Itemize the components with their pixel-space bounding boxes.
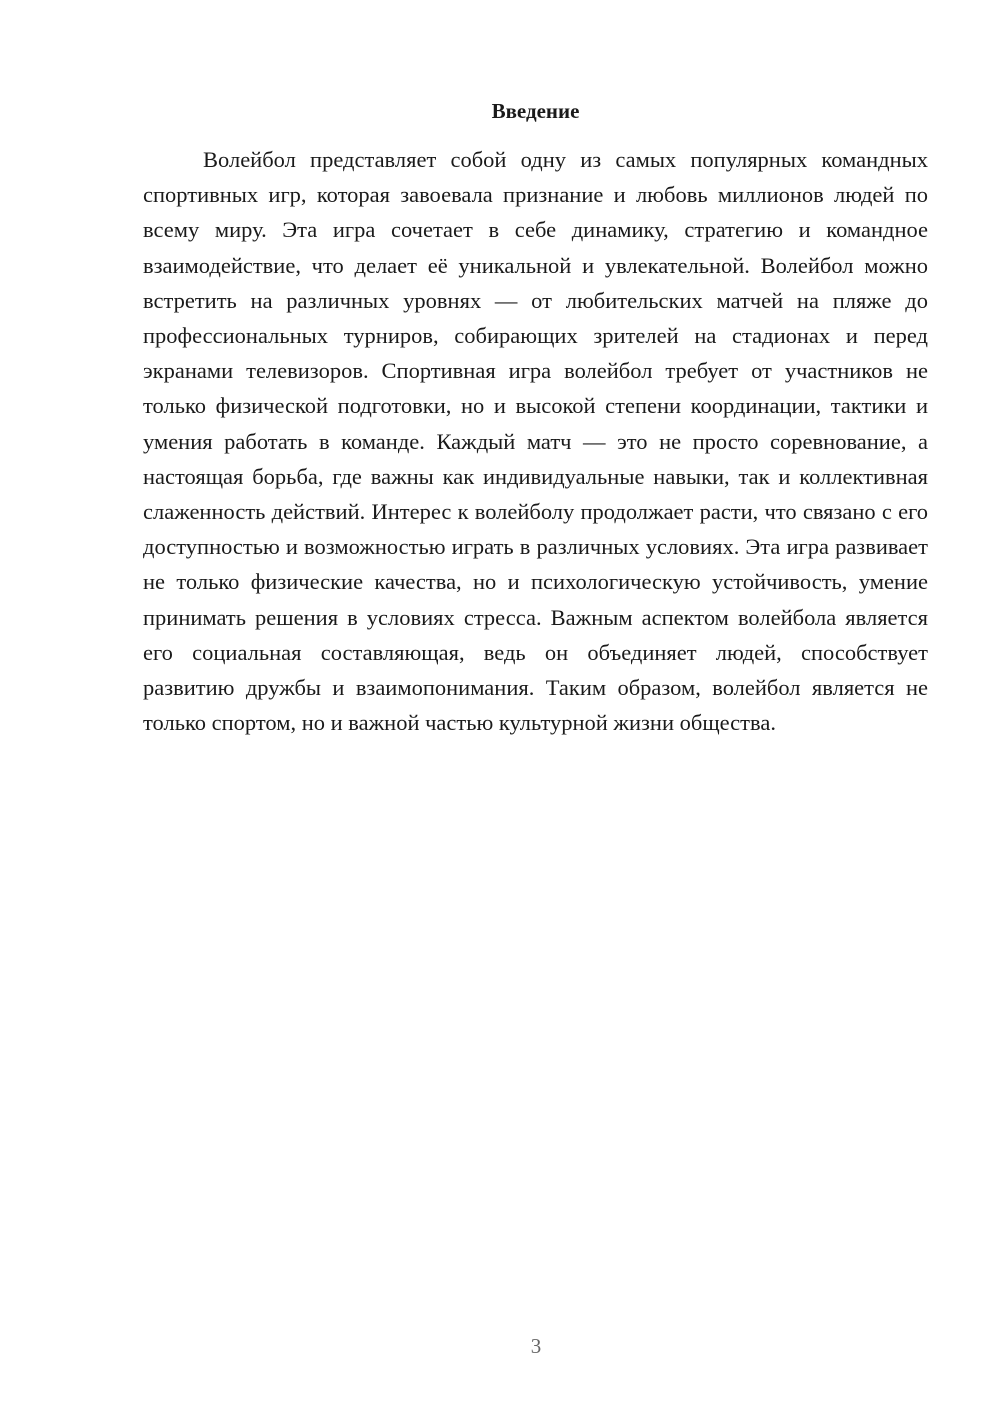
section-heading: Введение: [491, 99, 580, 123]
body-paragraph: Волейбол представляет собой одну из самых популярных командных спортивных игр, которая завоевала признание и любовь миллионов людей по всему миру. Эта игра сочетает в себе динамику, стратегию и командное взаимодействие, что делает её уникальной и увлекательной. Волейбол можно встретить на различных уровнях — от любительских матчей на пляже до профессиональных турниров, собирающих зрителей на стадионах и перед экранами телевизоров. Спортивная игра волейбол требует от участников не только физической подготовки, но и высокой степени координации, тактики и умения работать в команде. Каждый матч — это не просто соревнование, а настоящая борьба, где важны как индивидуальные навыки, так и коллективная слаженность действий. Интерес к волейболу продолжает расти, что связано с его доступностью и возможностью играть в различных условиях. Эта игра развивает не только физические качества, но и психологическую устойчивость, умение принимать решения в условиях стресса. Важным аспектом волейбола является его социальная составляющая, ведь он объединяет людей, способствует развитию дружбы и взаимопонимания. Таким образом, волейбол является не только спортом, но и важной частью культурной жизни общества.: [143, 147, 928, 736]
page-number: 3: [530, 1334, 542, 1358]
